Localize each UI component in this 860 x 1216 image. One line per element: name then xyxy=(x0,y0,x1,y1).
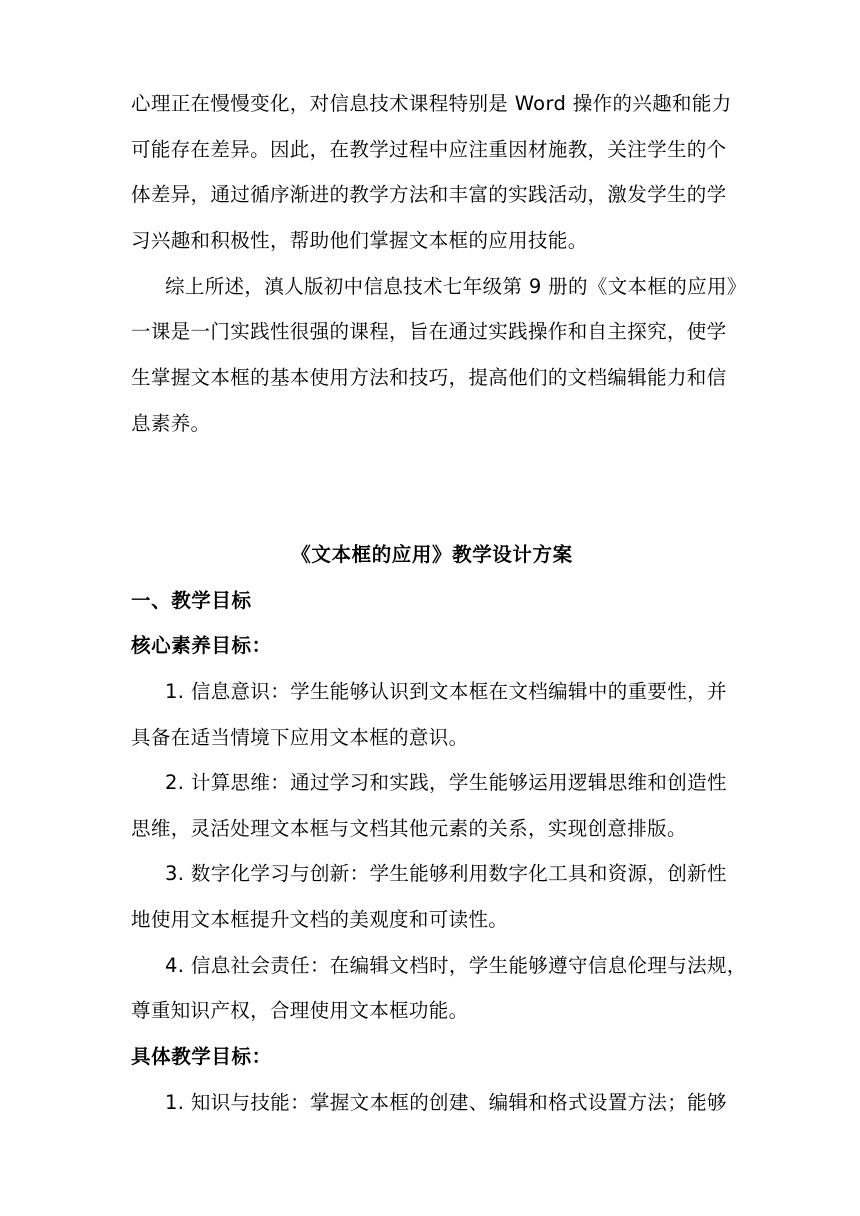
subsection-heading-specific: 具体教学目标： xyxy=(131,1045,272,1068)
list-item-line: 尊重知识产权，合理使用文本框功能。 xyxy=(131,999,469,1022)
list-item-line: 地使用文本框提升文档的美观度和可读性。 xyxy=(131,908,509,931)
paragraph-line: 综上所述，滇人版初中信息技术七年级第 9 册的《文本框的应用》 xyxy=(165,275,747,298)
paragraph-line: 习兴趣和积极性，帮助他们掌握文本框的应用技能。 xyxy=(131,229,588,252)
paragraph-line: 生掌握文本框的基本使用方法和技巧，提高他们的文档编辑能力和信 xyxy=(131,366,727,389)
list-item-line: 1. 信息意识：学生能够认识到文本框在文档编辑中的重要性，并 xyxy=(165,680,727,703)
section-heading: 一、教学目标 xyxy=(131,589,252,612)
subsection-heading-core: 核心素养目标： xyxy=(131,634,272,657)
paragraph-line: 体差异，通过循序渐进的教学方法和丰富的实践活动，激发学生的学 xyxy=(131,183,727,206)
paragraph-line: 可能存在差异。因此，在教学过程中应注重因材施教，关注学生的个 xyxy=(131,138,727,161)
paragraph-line: 心理正在慢慢变化，对信息技术课程特别是 Word 操作的兴趣和能力 xyxy=(131,92,732,115)
document-title: 《文本框的应用》教学设计方案 xyxy=(291,543,573,566)
list-item-line: 3. 数字化学习与创新：学生能够利用数字化工具和资源，创新性 xyxy=(165,862,727,885)
paragraph-line: 一课是一门实践性很强的课程，旨在通过实践操作和自主探究，使学 xyxy=(131,320,727,343)
list-item-line: 具备在适当情境下应用文本框的意识。 xyxy=(131,726,469,749)
list-item-line: 1. 知识与技能：掌握文本框的创建、编辑和格式设置方法；能够 xyxy=(165,1091,727,1114)
paragraph-line: 息素养。 xyxy=(131,412,211,435)
list-item-line: 2. 计算思维：通过学习和实践，学生能够运用逻辑思维和创造性 xyxy=(165,771,727,794)
list-item-line: 思维，灵活处理文本框与文档其他元素的关系，实现创意排版。 xyxy=(131,817,687,840)
list-item-line: 4. 信息社会责任：在编辑文档时，学生能够遵守信息伦理与法规， xyxy=(165,954,747,977)
